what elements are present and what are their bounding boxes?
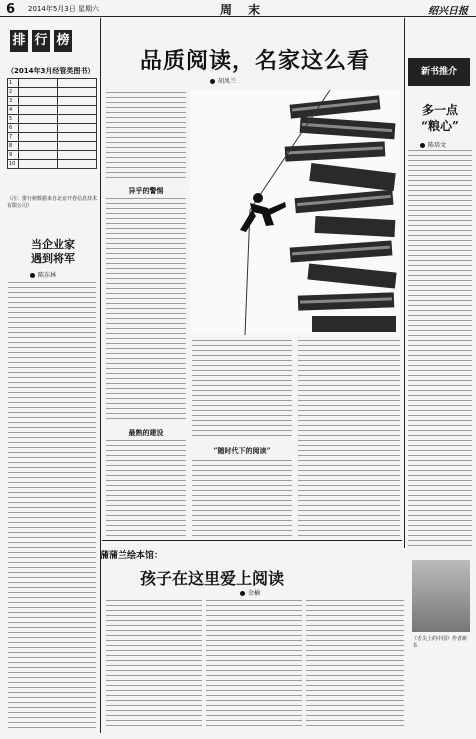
climber-books-image — [190, 90, 400, 335]
main-illustration — [190, 90, 400, 335]
table-cell — [19, 88, 58, 97]
table-cell — [58, 79, 97, 88]
book-cover-caption: 《舌尖上的中国》作者新书 — [412, 636, 468, 649]
main-intro-text — [106, 92, 186, 182]
table-cell: 4 — [8, 106, 19, 115]
table-cell: 8 — [8, 142, 19, 151]
column-rule-right — [404, 18, 405, 548]
table-cell: 7 — [8, 133, 19, 142]
table-cell — [19, 124, 58, 133]
main-subhead-2: 最熟的建设 — [128, 428, 164, 437]
table-cell — [19, 79, 58, 88]
left-article-body — [8, 282, 96, 730]
bottom-kicker: 蒲蒲兰绘本馆： — [100, 551, 164, 561]
table-cell — [58, 106, 97, 115]
table-row — [8, 142, 97, 151]
table-cell — [58, 124, 97, 133]
main-text-col-2b — [192, 460, 292, 536]
table-row — [8, 88, 97, 97]
left-article-title: 当企业家 遇到将军 — [31, 238, 75, 265]
table-cell — [19, 160, 58, 169]
issue-date: 2014年5月3日 星期六 — [28, 5, 99, 13]
bottom-title: 孩子在这里爱上阅读 — [140, 569, 285, 588]
new-book-badge: 新书推介 — [408, 58, 470, 86]
main-text-col-2a — [192, 340, 292, 440]
table-cell — [58, 97, 97, 106]
left-article-author: 陈东林 — [30, 270, 56, 279]
table-cell: 3 — [8, 97, 19, 106]
table-cell — [58, 133, 97, 142]
table-cell — [58, 88, 97, 97]
table-row — [8, 151, 97, 160]
section-rule — [102, 540, 402, 541]
main-author: 胡凤兰 — [210, 76, 236, 85]
table-cell — [58, 142, 97, 151]
column-rule-left — [100, 18, 101, 733]
table-cell — [58, 115, 97, 124]
table-cell — [19, 151, 58, 160]
table-cell: 6 — [8, 124, 19, 133]
table-row — [8, 133, 97, 142]
main-quote-head: “随时代下的阅读” — [213, 446, 271, 455]
paper-name: 绍兴日报 — [428, 6, 468, 17]
table-row — [8, 160, 97, 169]
table-row — [8, 115, 97, 124]
bottom-author: 余楠 — [240, 588, 260, 597]
table-row — [8, 97, 97, 106]
ranking-table-title: （2014年3月经管类图书） — [7, 67, 95, 75]
ranking-badge: 排 行 榜 — [10, 24, 80, 58]
table-cell — [19, 97, 58, 106]
table-row — [8, 124, 97, 133]
bottom-text-col-3 — [306, 600, 404, 730]
main-text-col-1b — [106, 440, 186, 536]
section-title: 周 末 — [220, 3, 267, 17]
table-cell: 5 — [8, 115, 19, 124]
right-article-body — [408, 150, 472, 546]
right-article-title: 多一点 “粮心” — [421, 103, 459, 133]
main-text-col-3 — [298, 340, 400, 536]
main-title: 品质阅读，名家这么看 — [140, 48, 371, 74]
ranking-table-note: （注：排行榜数据来自北京开卷信息技术有限公司） — [7, 196, 98, 209]
table-row — [8, 106, 97, 115]
table-cell — [19, 133, 58, 142]
table-cell: 2 — [8, 88, 19, 97]
main-subhead-1: 异乎的警惕 — [128, 186, 164, 195]
table-cell: 9 — [8, 151, 19, 160]
table-row — [8, 79, 97, 88]
table-cell: 10 — [8, 160, 19, 169]
main-text-col-1 — [106, 198, 186, 423]
table-cell — [19, 115, 58, 124]
ranking-table — [7, 78, 97, 169]
page-number: 6 — [6, 2, 16, 17]
table-cell — [58, 151, 97, 160]
bottom-text-col-1 — [106, 600, 202, 730]
table-cell — [19, 106, 58, 115]
right-article-author: 陈培文 — [420, 140, 446, 149]
table-cell — [19, 142, 58, 151]
table-cell: 1 — [8, 79, 19, 88]
book-cover-image — [412, 560, 470, 632]
table-cell — [58, 160, 97, 169]
bottom-text-col-2 — [206, 600, 302, 730]
